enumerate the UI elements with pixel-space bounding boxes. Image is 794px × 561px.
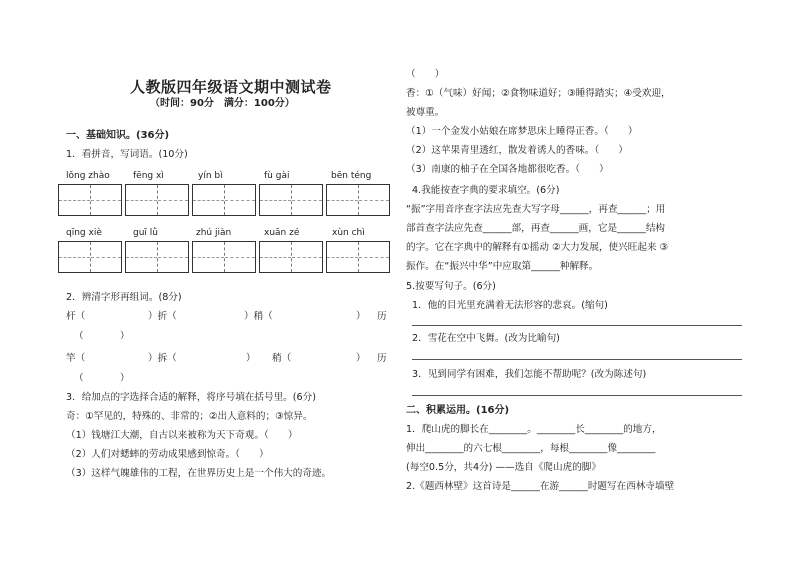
q2-item-1: 杆（ [66, 311, 86, 322]
pinyin-1: lǒng zhào [66, 171, 110, 181]
q5-item-2: 2．雪花在空中飞舞。(改为比喻句) [412, 333, 560, 344]
writing-box-2[interactable] [125, 184, 189, 216]
answer-line-2[interactable] [412, 359, 742, 360]
pinyin-3: yín bì [198, 171, 223, 181]
r-def-1: 香：①（气味）好闻；②食物味道好；③睡得踏实；④受欢迎， [406, 88, 671, 99]
q3-item-2: （2）人们对蟋蟀的劳动成果感到惊奇。（ ） [66, 449, 269, 460]
q2-item-12: ） [356, 353, 366, 364]
q2-item-6: （ [74, 331, 84, 342]
pinyin-10: xùn chì [332, 228, 365, 238]
q2-item-2: ）折（ [148, 311, 177, 322]
writing-box-7[interactable] [125, 241, 189, 273]
q2-item-4: ） [356, 311, 366, 322]
q4-line-1: “振”字用音序查字法应先查大写字母______，再查______；用 [406, 204, 666, 215]
q2-item-14: （ [74, 373, 84, 384]
r-item-1: （1）一个金发小姑娘在席梦思床上睡得正香。（ ） [406, 126, 638, 137]
pinyin-4: fù gài [264, 171, 290, 181]
q3-item-3: （3）这样气魄雄伟的工程，在世界历史上是一个伟大的奇迹。 [66, 468, 332, 479]
q5-item-1: 1．他的目光里充满着无法形容的悲哀。(缩句) [412, 300, 608, 311]
q2-item-13: 历 [377, 353, 387, 364]
s2-line-1: 1．爬山虎的脚长在________。________长________的地方， [406, 424, 662, 435]
s2-line-4: 2.《题西林壁》这首诗是______在游______时题写在西林寺墙壁 [406, 481, 675, 492]
q2-item-11: 稍（ [272, 353, 292, 364]
answer-line-1[interactable] [412, 325, 742, 326]
question-5: 5.按要写句子。(6分) [406, 281, 496, 292]
q4-line-2: 部首查字法应先查______部，再查______画，它是______结构 [406, 223, 666, 234]
section-2-heading: 二、积累运用。(16分) [406, 405, 510, 416]
page-subtitle: （时间：90分 满分：100分） [150, 98, 295, 109]
q2-item-10: ） [246, 353, 256, 364]
q2-item-3: ）稍（ [244, 311, 273, 322]
q2-item-15: ） [120, 373, 130, 384]
q2-item-5: 历 [377, 311, 387, 322]
pinyin-5: bēn téng [331, 171, 372, 181]
r-paren: （ ） [406, 69, 445, 80]
writing-box-6[interactable] [58, 241, 122, 273]
question-2: 2．辨清字形再组词。(8分) [66, 292, 182, 303]
s2-line-3: (每空0.5分，共4分) ——选自《爬山虎的脚》 [406, 462, 601, 473]
q3-item-1: （1）钱塘江大潮，自古以来被称为天下奇观。（ ） [66, 430, 298, 441]
pinyin-9: xuān zé [264, 228, 300, 238]
writing-box-1[interactable] [58, 184, 122, 216]
question-3: 3．给加点的字选择合适的解释，将序号填在括号里。(6分) [66, 392, 316, 403]
writing-box-8[interactable] [192, 241, 256, 273]
pinyin-6: qīng xiè [66, 228, 102, 238]
page-title: 人教版四年级语文期中测试卷 [130, 78, 332, 96]
writing-box-3[interactable] [192, 184, 256, 216]
question-4: 4.我能按查字典的要求填空。(6分) [412, 185, 560, 196]
q5-item-3: 3．见到同学有困难，我们怎能不帮助呢？(改为陈述句) [412, 369, 647, 380]
r-def-2: 被尊重。 [406, 107, 445, 118]
s2-line-2: 伸出________的六七根________，每根________像________ [406, 443, 656, 454]
section-1-heading: 一、基础知识。(36分) [66, 130, 170, 141]
q4-line-4: 振作。在“振兴中华”中应取第______种解释。 [406, 261, 599, 272]
q2-item-9: ）拆（ [148, 353, 177, 364]
q3-definition: 奇：①罕见的，特殊的、非常的；②出人意料的；③惊异。 [66, 411, 313, 422]
r-item-2: （2）这苹果青里透红，散发着诱人的香味。（ ） [406, 145, 628, 156]
writing-box-4[interactable] [259, 184, 323, 216]
writing-box-10[interactable] [326, 241, 390, 273]
r-item-3: （3）南康的柚子在全国各地都很吃香。（ ） [406, 164, 609, 175]
pinyin-2: fēng xì [133, 171, 164, 181]
pinyin-7: guī lǜ [133, 228, 158, 238]
q2-item-7: ） [120, 331, 130, 342]
q4-line-3: 的字。它在字典中的解释有①摇动 ②大力发展，使兴旺起来 ③ [406, 242, 669, 253]
q2-item-8: 竿（ [66, 353, 86, 364]
writing-box-5[interactable] [326, 184, 390, 216]
pinyin-8: zhú jiàn [196, 228, 232, 238]
writing-box-9[interactable] [259, 241, 323, 273]
answer-line-3[interactable] [412, 395, 742, 396]
question-1: 1．看拼音，写词语。(10分) [66, 149, 188, 160]
